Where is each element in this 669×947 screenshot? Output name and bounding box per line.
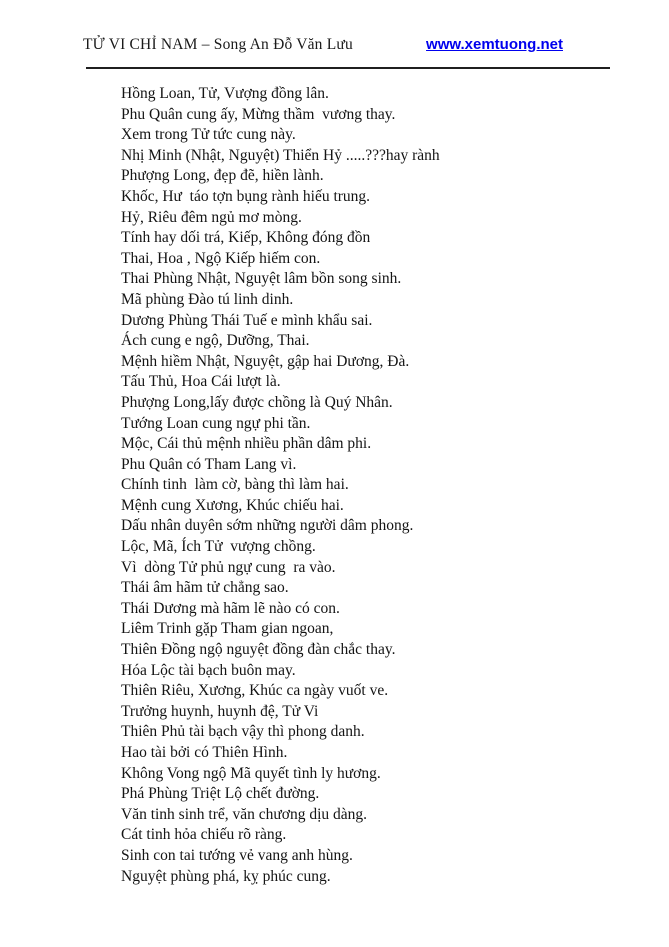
- verse-line: Khốc, Hư táo tợn bụng rành hiếu trung.: [121, 187, 371, 205]
- verse-line: Nguyệt phùng phá, kỵ phúc cung.: [121, 867, 331, 885]
- verse-line: Thái Dương mà hãm lẽ nào có con.: [121, 599, 340, 617]
- verse-line: Thái âm hãm tử chẳng sao.: [121, 579, 289, 597]
- verse-line: Tính hay dối trá, Kiếp, Không đóng đồn: [121, 229, 371, 247]
- verse-line: Hồng Loan, Tử, Vượng đồng lân.: [121, 85, 329, 102]
- verse-line: Tướng Loan cung ngự phi tần.: [121, 414, 311, 432]
- verse-line: Hao tài bởi có Thiên Hình.: [121, 744, 288, 761]
- verse-line: Mộc, Cái thủ mệnh nhiều phần dâm phi.: [121, 435, 372, 453]
- verse-line: Phá Phùng Triệt Lộ chết đường.: [121, 785, 320, 803]
- verse-line: Liêm Trinh gặp Tham gian ngoan,: [121, 620, 334, 638]
- verse-line: Phượng Long, đẹp đẽ, hiền lành.: [121, 167, 324, 185]
- verse-line: Lộc, Mã, Ích Tử vượng chồng.: [121, 538, 316, 556]
- verse-line: Phu Quân cung ấy, Mừng thầm vương thay.: [121, 105, 396, 123]
- verse-line: Cát tinh hỏa chiếu rõ ràng.: [121, 826, 287, 844]
- verse-line: Tấu Thủ, Hoa Cái lượt là.: [121, 373, 281, 391]
- verse-line: Văn tinh sinh trể, văn chương dịu dàng.: [121, 805, 368, 823]
- verse-line: Thai, Hoa , Ngộ Kiếp hiếm con.: [121, 249, 321, 267]
- verse-line: Mã phùng Đào tú linh dinh.: [121, 290, 294, 308]
- verse-line: Thai Phùng Nhật, Nguyệt lâm bồn song sinh.: [121, 270, 402, 288]
- header-divider: [86, 67, 610, 69]
- verse-line: Mệnh hiềm Nhật, Nguyệt, gập hai Dương, Đà.: [121, 352, 410, 370]
- verse-line: Mệnh cung Xương, Khúc chiếu hai.: [121, 496, 344, 514]
- verse-line: Trưởng huynh, huynh đệ, Tử Vi: [121, 702, 319, 720]
- verse-block: [121, 84, 601, 887]
- verse-line: Chính tinh làm cờ, bàng thì làm hai.: [121, 476, 349, 494]
- verse-line: Sinh con tai tướng vẻ vang anh hùng.: [121, 846, 353, 864]
- verse-line: Ách cung e ngộ, Dưỡng, Thai.: [121, 332, 310, 350]
- page-header: [83, 36, 563, 54]
- verse-line: Thiên Đồng ngộ nguyệt đồng đàn chắc thay.: [121, 641, 396, 659]
- website-link[interactable]: www.xemtuong.net: [426, 36, 563, 53]
- page-header-title: TỬ VI CHỈ NAM – Song An Đỗ Văn Lưu: [83, 36, 353, 53]
- verse-line: Vì dòng Tử phủ ngự cung ra vào.: [121, 558, 336, 576]
- verse-line: Hóa Lộc tài bạch buôn may.: [121, 661, 296, 679]
- verse-line: Phu Quân có Tham Lang vì.: [121, 455, 297, 473]
- verse-line: Hỷ, Riêu đêm ngủ mơ mòng.: [121, 208, 302, 226]
- verse-line: Không Vong ngộ Mã quyết tình ly hương.: [121, 764, 381, 782]
- verse-line: Phượng Long,lấy được chồng là Quý Nhân.: [121, 393, 393, 411]
- verse-line: Thiên Riêu, Xương, Khúc ca ngày vuốt ve.: [121, 682, 389, 700]
- verse-line: Dương Phùng Thái Tuế e mình khẩu sai.: [121, 311, 373, 329]
- verse-line: Nhị Minh (Nhật, Nguyệt) Thiển Hỷ .....???hay rành: [121, 146, 440, 164]
- verse-line: Dấu nhân duyên sớm những người dâm phong.: [121, 517, 414, 535]
- verse-line: Thiên Phủ tài bạch vậy thì phong danh.: [121, 723, 365, 741]
- verse-line: Xem trong Tử tức cung này.: [121, 126, 296, 144]
